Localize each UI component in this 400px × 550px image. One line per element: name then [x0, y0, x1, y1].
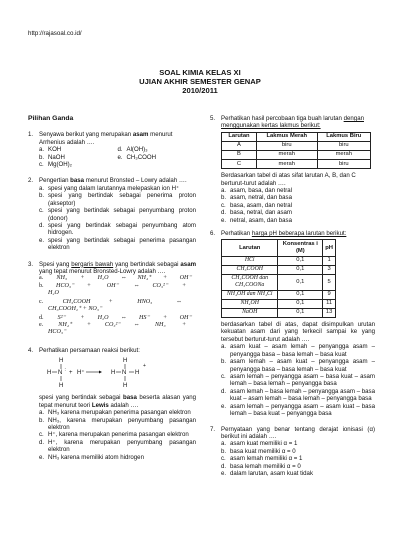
option-a: NH₃ karena merupakan penerima pasangan elektron — [48, 409, 191, 417]
section-title: Pilihan Ganda — [28, 115, 74, 122]
option-d: Al(OH)₃ — [126, 146, 148, 154]
svg-text:H: H — [135, 370, 140, 377]
question-number: 5. — [210, 115, 216, 122]
option-b: asam lemah – asam kuat – penyangga asam – penyangga basa – basa lemah – basa kuat — [230, 358, 375, 373]
option-c: c. CH₃COOH + HNO₃ ⇔ — [39, 298, 182, 305]
option-c: asam lemah memiliki α = 1 — [230, 455, 303, 463]
question-text: Perhatikan harga pH beberapa larutan berikut: — [221, 230, 347, 238]
option-c: basa, asam, dan netral — [230, 201, 292, 209]
question-followup: berdasarkan tabel di atas, dapat disimpulkan urutan kekuatan asam dari yang terkecil sampai ke yang tersebut berturut-turut adalah …. — [221, 321, 375, 343]
question-text: Senyawa berikut yang merupakan asam menurut Arrhenius adalah …. — [39, 131, 173, 146]
svg-text:N: N — [122, 370, 127, 377]
option-e: asam lemah – penyangga asam – asam kuat – basa lemah – basa kuat – penyangga basa — [230, 402, 375, 418]
litmus-table: Larutan Lakmus Merah Lakmus Biru A biru biru B merah merah C merah biru — [221, 132, 371, 169]
question-6: 6. Perhatikan harga pH beberapa larutan berikut: Larutan Konsentras i (M) pH HCl 0,1 1 CH₃COOH 0,1 3 CH₃COOH dan CH₃COONa 0,1 5 NH₄OH dan NH₄Cl 0,1 9 NH₄OH 0,1 11 NaOH 0,1 13 berdasarkan tabel di atas, dapat disimpulkan urutan kekuatan asam dari yang terkecil sampai ke yang tersebut berturut-turut adalah …. a. asam kuat – asam lemah – penyangga asam – penyangga basa – basa lemah – basa kuat b. asam lemah – asam kuat – penyangga asam – penyangga basa – basa lemah – basa kuat c. asam lemah – penyangga asam – basa kuat – asam lemah – basa lemah – penyangga basa d. asam lemah – basa lemah – penyangga asam – basa kuat – asam lemah – basa lemah – penyangga basa e. asam lemah – penyangga asam – asam kuat – basa lemah – basa kuat – penyangga basa — [210, 230, 375, 418]
option-e: netral, asam, dan basa — [230, 216, 292, 224]
option-b: NH₃, karena merupakan penyumbang pasangan elektron — [48, 416, 196, 431]
question-number: 6. — [210, 230, 216, 238]
option-a: asam, basa, dan netral — [230, 186, 292, 194]
option-a: asam kuat memiliki α = 1 — [230, 440, 298, 448]
option-e: e. NH₄⁺ + CO₃²⁻ ⇔ NH₃ + — [39, 321, 187, 328]
svg-text:+: + — [143, 363, 146, 370]
exam-title: SOAL KIMIA KELAS XI — [159, 68, 241, 77]
option-a: KOH — [48, 146, 62, 154]
svg-text:H: H — [59, 383, 64, 390]
option-d: asam lemah – basa lemah – penyangga asam – basa kuat – asam lemah – basa lemah – penyangga basa — [230, 387, 375, 403]
question-text: Spesi yang bergaris bawah yang bertindak sebagai asam yang tepat menurut Bronsted-Lowry adalah …. — [39, 260, 197, 276]
option-d: spesi yang bertindak sebagai penyumbang atom hidrogen. — [48, 221, 196, 237]
svg-text:H: H — [47, 370, 52, 377]
question-text: Pernyataan yang benar tentang derajat ionisasi (α) berikut ini adalah …. — [221, 425, 375, 440]
option-e: dalam larutan, asam kuat tidak — [230, 470, 313, 478]
option-d: H⁺, karena merupakan penyumbang pasangan elektron — [48, 438, 196, 454]
option-e: CH₃COOH — [126, 153, 157, 161]
question-text: Pengertian basa menurut Bronsted – Lowry adalah …. — [39, 177, 187, 185]
svg-text:H: H — [123, 383, 128, 390]
lewis-reaction-diagram — [39, 357, 189, 391]
option-b: NaOH — [48, 153, 65, 161]
question-number: 4. — [28, 346, 34, 354]
question-text: Perhatikan persamaan reaksi berikut: — [39, 346, 140, 354]
option-b: b. HCO₃⁻ + OH⁻ ⇔ CO₃²⁻ + — [39, 282, 187, 289]
svg-text:H: H — [59, 358, 64, 365]
option-a: a. NH₃ + H₂O ⇔ NH₄⁺ + OH⁻ — [39, 275, 192, 282]
svg-text::: : — [64, 367, 66, 374]
svg-text:H⁺: H⁺ — [77, 370, 85, 377]
question-3 — [28, 261, 196, 338]
question-followup: Berdasarkan tabel di atas sifat larutan A, B, dan C berturut-turut adalah …. — [221, 172, 356, 187]
exam-subtitle: UJIAN AKHIR SEMESTER GENAP — [139, 77, 261, 87]
option-b-cont: H₂O — [48, 290, 59, 297]
option-d: basa lemah memiliki α = 0 — [230, 462, 301, 470]
question-text: Perhatikan hasil percobaan tiga buah larutan dengan menggunakan kertas lakmus berikut: — [221, 115, 364, 130]
question-number: 3. — [28, 260, 34, 268]
exam-header — [0, 68, 400, 95]
question-1: 1. Senyawa berikut yang merupakan asam menurut Arrhenius adalah …. a. KOH d. Al(OH)₃ b. NaOH e. CH₃COOH c. Mg(OH)₂ — [28, 131, 196, 168]
option-b: spesi yang bertindak sebagai penerima proton (akseptor) — [48, 192, 196, 207]
svg-text:+: + — [69, 370, 73, 377]
option-c: H⁺, karena merupakan penerima pasangan elektron — [48, 431, 189, 439]
svg-text:H: H — [123, 358, 128, 365]
option-c-cont: CH₃COOH₂⁺ + NO₃⁻ — [48, 306, 103, 313]
question-5: 5. Perhatikan hasil percobaan tiga buah larutan dengan menggunakan kertas lakmus berikut: Larutan Lakmus Merah Lakmus Biru A biru biru B merah merah C merah biru Berdasarkan tabel di atas sifat larutan A, B, dan C berturut-turut adalah …. a. asam, basa, dan netral b. asam, netral, dan basa c. basa, asam, dan netral d. basa, netral, dan asam e. netral, asam, dan basa — [210, 115, 375, 224]
exam-year: 2010/2011 — [182, 86, 218, 96]
option-a: asam kuat – asam lemah – penyangga asam – penyangga basa – basa lemah – basa kuat — [230, 343, 375, 358]
svg-text:H: H — [111, 370, 116, 377]
option-c: Mg(OH)₂ — [48, 160, 73, 168]
option-d: d. S²⁻ + H₂O ⇔ HS⁻ + OH⁻ — [39, 314, 192, 321]
ph-table: Larutan Konsentras i (M) pH HCl 0,1 1 CH₃COOH 0,1 3 CH₃COOH dan CH₃COONa 0,1 5 NH₄OH dan NH₄Cl 0,1 9 NH₄OH 0,1 11 NaOH 0,1 13 — [221, 239, 336, 318]
question-2: 2. Pengertian basa menurut Bronsted – Lowry adalah …. a. spesi yang dalam larutannya melepaskan ion H⁺ b. spesi yang bertindak sebagai penerima proton (akseptor) c. spesi yang bertindak sebagai penyumbang proton (donor) d. spesi yang bertindak sebagai penyumbang atom hidrogen. e. spesi yang bertindak sebagai penerima pasangan elektron — [28, 177, 196, 252]
right-column — [210, 115, 375, 486]
question-4: 4. Perhatikan persamaan reaksi berikut: H H N : + H⁺ H H H N H H + spesi yang bertindak sebagai basa beserta alasan yang tepat menurut teori Lewis adalah …. a. NH₃ karena merupakan penerima pasangan elektron b. NH₃, karena merupakan penyumbang pasangan elektron c. H⁺, karena merupakan penerima pasangan elektron d. H⁺, karena merupakan penyumbang pasangan elektron e. NH₃ karena memiliki atom hidrogen — [28, 346, 196, 461]
option-e: NH₃ karena memiliki atom hidrogen — [48, 453, 144, 461]
option-c: asam lemah – penyangga asam – basa kuat – asam lemah – basa lemah – penyangga basa — [230, 372, 375, 388]
option-d: basa, netral, dan asam — [230, 209, 292, 217]
question-number: 2. — [28, 177, 34, 185]
question-number: 7. — [210, 425, 216, 433]
option-a: spesi yang dalam larutannya melepaskan ion H⁺ — [48, 184, 180, 192]
left-column — [28, 115, 196, 470]
option-e-cont: HCO₃⁻ — [48, 329, 67, 336]
source-url: http://rajasoal.co.id/ — [28, 30, 82, 37]
question-number: 1. — [28, 131, 34, 139]
question-7: 7. Pernyataan yang benar tentang derajat ionisasi (α) berikut ini adalah …. a. asam kuat memiliki α = 1 b. basa kuat memiliki α = 0 c. asam lemah memiliki α = 1 d. basa lemah memiliki α = 0 e. dalam larutan, asam kuat tidak — [210, 425, 375, 478]
option-c: spesi yang bertindak sebagai penyumbang proton (donor) — [48, 207, 196, 222]
question-followup: spesi yang bertindak sebagai basa beserta alasan yang tepat menurut teori Lewis adalah …. — [39, 394, 196, 409]
option-e: spesi yang bertindak sebagai penerima pasangan elektron — [48, 236, 196, 252]
svg-text:N: N — [58, 370, 63, 377]
option-b: asam, netral, dan basa — [230, 194, 292, 202]
option-b: basa kuat memiliki α = 0 — [230, 447, 296, 455]
